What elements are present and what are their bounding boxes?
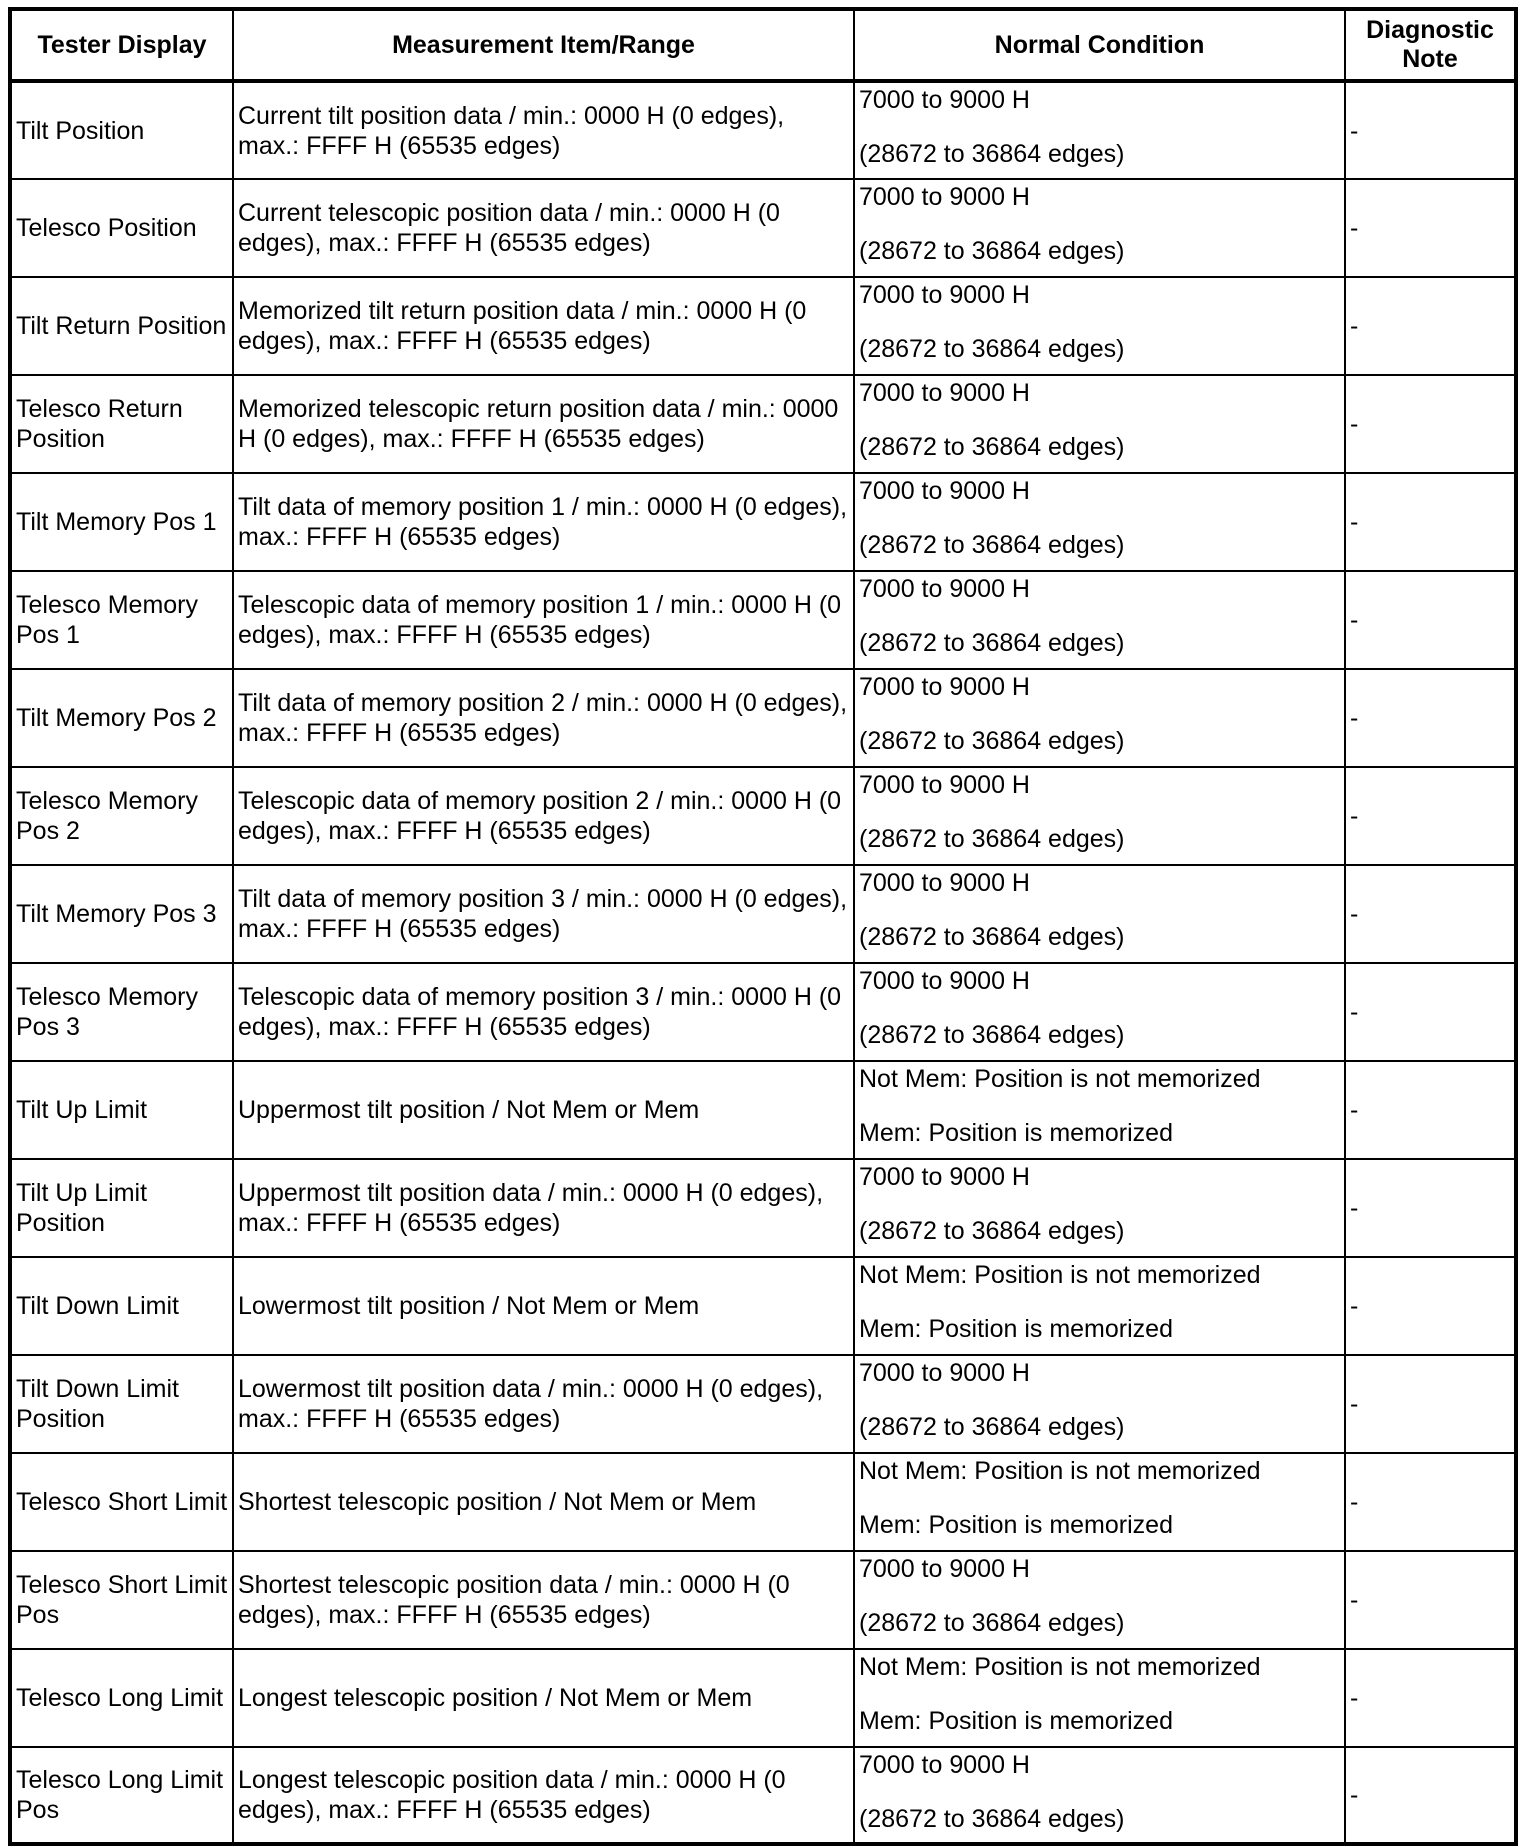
normal-condition-secondary: (28672 to 36864 edges)	[859, 1609, 1125, 1637]
normal-condition-secondary: (28672 to 36864 edges)	[859, 1413, 1125, 1441]
measurement-cell: Tilt data of memory position 1 / min.: 0000 H (0 edges), max.: FFFF H (65535 edges)	[233, 473, 854, 571]
normal-condition-primary: 7000 to 9000 H	[859, 86, 1030, 114]
normal-condition-cell	[854, 1453, 1345, 1551]
tester-display-cell: Tilt Up Limit	[10, 1061, 233, 1159]
normal-condition-primary: 7000 to 9000 H	[859, 1555, 1030, 1583]
measurement-cell: Shortest telescopic position / Not Mem or Mem	[233, 1453, 854, 1551]
diagnostic-note-cell: -	[1345, 1453, 1516, 1551]
data-list-table	[8, 7, 1518, 1846]
table-row	[10, 81, 1516, 179]
measurement-cell: Shortest telescopic position data / min.: 0000 H (0 edges), max.: FFFF H (65535 edges)	[233, 1551, 854, 1649]
measurement-cell: Memorized telescopic return position data / min.: 0000 H (0 edges), max.: FFFF H (65535 edges)	[233, 375, 854, 473]
normal-condition-secondary: (28672 to 36864 edges)	[859, 727, 1125, 755]
normal-condition-cell	[854, 473, 1345, 571]
tester-display-cell: Telesco Long Limit Pos	[10, 1747, 233, 1844]
table-row	[10, 1747, 1516, 1844]
normal-condition-primary: Not Mem: Position is not memorized	[859, 1065, 1261, 1093]
diagnostic-note-cell: -	[1345, 375, 1516, 473]
diagnostic-note-cell: -	[1345, 571, 1516, 669]
normal-condition-primary: 7000 to 9000 H	[859, 869, 1030, 897]
table-row	[10, 1257, 1516, 1355]
normal-condition-cell	[854, 1649, 1345, 1747]
normal-condition-primary: 7000 to 9000 H	[859, 673, 1030, 701]
diagnostic-note-cell: -	[1345, 473, 1516, 571]
measurement-cell: Current tilt position data / min.: 0000 H (0 edges), max.: FFFF H (65535 edges)	[233, 81, 854, 179]
table-row	[10, 1355, 1516, 1453]
tester-display-cell: Tilt Memory Pos 2	[10, 669, 233, 767]
table-row	[10, 1061, 1516, 1159]
measurement-cell: Telescopic data of memory position 2 / min.: 0000 H (0 edges), max.: FFFF H (65535 edges)	[233, 767, 854, 865]
normal-condition-secondary: (28672 to 36864 edges)	[859, 335, 1125, 363]
measurement-cell: Uppermost tilt position data / min.: 0000 H (0 edges), max.: FFFF H (65535 edges)	[233, 1159, 854, 1257]
diagnostic-note-cell: -	[1345, 963, 1516, 1061]
diagnostic-note-cell: -	[1345, 1257, 1516, 1355]
table-row	[10, 1649, 1516, 1747]
diagnostic-note-cell: -	[1345, 865, 1516, 963]
header-normal-condition: Normal Condition	[854, 9, 1345, 81]
measurement-cell: Longest telescopic position / Not Mem or Mem	[233, 1649, 854, 1747]
table-body	[10, 81, 1516, 1844]
normal-condition-primary: Not Mem: Position is not memorized	[859, 1261, 1261, 1289]
normal-condition-secondary: Mem: Position is memorized	[859, 1119, 1173, 1147]
tester-display-cell: Telesco Memory Pos 1	[10, 571, 233, 669]
normal-condition-primary: 7000 to 9000 H	[859, 1751, 1030, 1779]
tester-display-cell: Tilt Down Limit	[10, 1257, 233, 1355]
diagnostic-note-cell: -	[1345, 81, 1516, 179]
normal-condition-primary: 7000 to 9000 H	[859, 771, 1030, 799]
tester-display-cell: Tilt Memory Pos 1	[10, 473, 233, 571]
normal-condition-secondary: Mem: Position is memorized	[859, 1315, 1173, 1343]
normal-condition-cell	[854, 1257, 1345, 1355]
table-row	[10, 767, 1516, 865]
tester-display-cell: Telesco Memory Pos 2	[10, 767, 233, 865]
measurement-cell: Telescopic data of memory position 3 / min.: 0000 H (0 edges), max.: FFFF H (65535 edges)	[233, 963, 854, 1061]
header-diagnostic-note: Diagnostic Note	[1345, 9, 1516, 81]
normal-condition-secondary: (28672 to 36864 edges)	[859, 1021, 1125, 1049]
header-measurement-item: Measurement Item/Range	[233, 9, 854, 81]
table-row	[10, 571, 1516, 669]
diagnostic-note-cell: -	[1345, 1649, 1516, 1747]
tester-display-cell: Telesco Short Limit Pos	[10, 1551, 233, 1649]
normal-condition-primary: 7000 to 9000 H	[859, 1359, 1030, 1387]
normal-condition-secondary: (28672 to 36864 edges)	[859, 1805, 1125, 1833]
table-row	[10, 963, 1516, 1061]
measurement-cell: Uppermost tilt position / Not Mem or Mem	[233, 1061, 854, 1159]
normal-condition-cell	[854, 571, 1345, 669]
measurement-cell: Longest telescopic position data / min.: 0000 H (0 edges), max.: FFFF H (65535 edges)	[233, 1747, 854, 1844]
diagnostic-note-cell: -	[1345, 1159, 1516, 1257]
tester-display-cell: Tilt Memory Pos 3	[10, 865, 233, 963]
normal-condition-secondary: (28672 to 36864 edges)	[859, 433, 1125, 461]
tester-display-cell: Tilt Up Limit Position	[10, 1159, 233, 1257]
table-row	[10, 1159, 1516, 1257]
tester-display-cell: Tilt Return Position	[10, 277, 233, 375]
tester-display-cell: Telesco Position	[10, 179, 233, 277]
header-tester-display: Tester Display	[10, 9, 233, 81]
table-row	[10, 1551, 1516, 1649]
diagnostic-note-cell: -	[1345, 1061, 1516, 1159]
tester-display-cell: Tilt Position	[10, 81, 233, 179]
normal-condition-cell	[854, 1551, 1345, 1649]
normal-condition-primary: 7000 to 9000 H	[859, 281, 1030, 309]
normal-condition-primary: Not Mem: Position is not memorized	[859, 1653, 1261, 1681]
measurement-cell: Tilt data of memory position 2 / min.: 0000 H (0 edges), max.: FFFF H (65535 edges)	[233, 669, 854, 767]
normal-condition-secondary: (28672 to 36864 edges)	[859, 923, 1125, 951]
table-header	[10, 9, 1516, 81]
table-row	[10, 1453, 1516, 1551]
measurement-cell: Lowermost tilt position / Not Mem or Mem	[233, 1257, 854, 1355]
tester-display-cell: Tilt Down Limit Position	[10, 1355, 233, 1453]
measurement-cell: Memorized tilt return position data / min.: 0000 H (0 edges), max.: FFFF H (65535 edges)	[233, 277, 854, 375]
normal-condition-cell	[854, 865, 1345, 963]
normal-condition-primary: 7000 to 9000 H	[859, 967, 1030, 995]
diagnostic-note-cell: -	[1345, 1747, 1516, 1844]
normal-condition-cell	[854, 1061, 1345, 1159]
normal-condition-primary: 7000 to 9000 H	[859, 379, 1030, 407]
header-row	[10, 9, 1516, 81]
normal-condition-secondary: (28672 to 36864 edges)	[859, 629, 1125, 657]
tester-display-cell: Telesco Long Limit	[10, 1649, 233, 1747]
tester-display-cell: Telesco Return Position	[10, 375, 233, 473]
normal-condition-cell	[854, 669, 1345, 767]
normal-condition-secondary: Mem: Position is memorized	[859, 1511, 1173, 1539]
normal-condition-cell	[854, 1159, 1345, 1257]
diagnostic-note-cell: -	[1345, 767, 1516, 865]
diagnostic-note-cell: -	[1345, 277, 1516, 375]
measurement-cell: Lowermost tilt position data / min.: 0000 H (0 edges), max.: FFFF H (65535 edges)	[233, 1355, 854, 1453]
normal-condition-secondary: (28672 to 36864 edges)	[859, 237, 1125, 265]
tester-display-cell: Telesco Memory Pos 3	[10, 963, 233, 1061]
diagnostic-note-cell: -	[1345, 1355, 1516, 1453]
table-row	[10, 473, 1516, 571]
measurement-cell: Tilt data of memory position 3 / min.: 0000 H (0 edges), max.: FFFF H (65535 edges)	[233, 865, 854, 963]
diagnostic-note-cell: -	[1345, 179, 1516, 277]
normal-condition-cell	[854, 963, 1345, 1061]
normal-condition-primary: 7000 to 9000 H	[859, 1163, 1030, 1191]
normal-condition-primary: 7000 to 9000 H	[859, 477, 1030, 505]
normal-condition-secondary: (28672 to 36864 edges)	[859, 1217, 1125, 1245]
tester-display-cell: Telesco Short Limit	[10, 1453, 233, 1551]
normal-condition-secondary: Mem: Position is memorized	[859, 1707, 1173, 1735]
normal-condition-cell	[854, 179, 1345, 277]
normal-condition-primary: 7000 to 9000 H	[859, 183, 1030, 211]
normal-condition-cell	[854, 1747, 1345, 1844]
document-page	[8, 7, 1514, 1846]
table-row	[10, 865, 1516, 963]
normal-condition-secondary: (28672 to 36864 edges)	[859, 140, 1125, 168]
normal-condition-primary: 7000 to 9000 H	[859, 575, 1030, 603]
normal-condition-primary: Not Mem: Position is not memorized	[859, 1457, 1261, 1485]
normal-condition-cell	[854, 81, 1345, 179]
normal-condition-cell	[854, 277, 1345, 375]
diagnostic-note-cell: -	[1345, 669, 1516, 767]
measurement-cell: Current telescopic position data / min.: 0000 H (0 edges), max.: FFFF H (65535 edges)	[233, 179, 854, 277]
table-row	[10, 669, 1516, 767]
table-row	[10, 179, 1516, 277]
normal-condition-cell	[854, 767, 1345, 865]
normal-condition-secondary: (28672 to 36864 edges)	[859, 825, 1125, 853]
diagnostic-note-cell: -	[1345, 1551, 1516, 1649]
normal-condition-cell	[854, 375, 1345, 473]
measurement-cell: Telescopic data of memory position 1 / min.: 0000 H (0 edges), max.: FFFF H (65535 edges)	[233, 571, 854, 669]
normal-condition-secondary: (28672 to 36864 edges)	[859, 531, 1125, 559]
table-row	[10, 375, 1516, 473]
normal-condition-cell	[854, 1355, 1345, 1453]
table-row	[10, 277, 1516, 375]
